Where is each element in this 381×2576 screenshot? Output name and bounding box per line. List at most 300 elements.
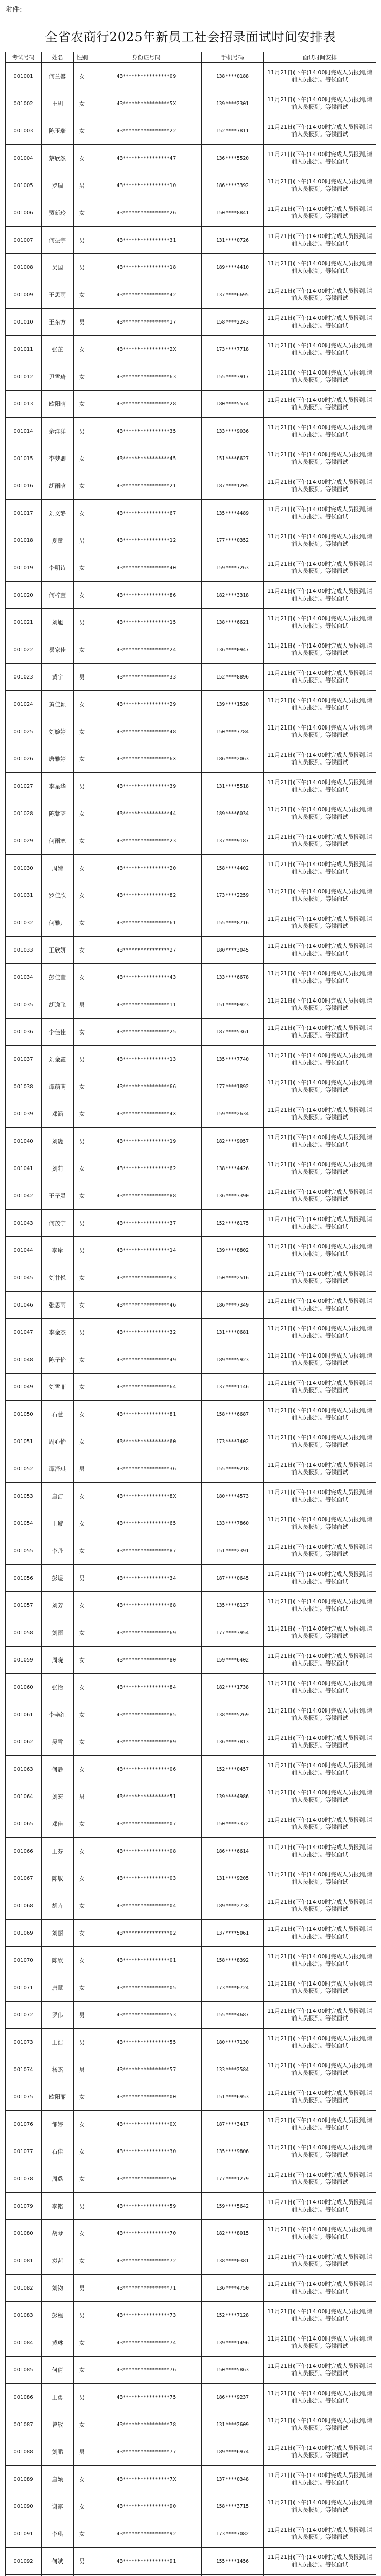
table-row: [6, 1810, 376, 1838]
cell-id-number: 43****************44: [91, 800, 202, 827]
cell-id-number: 43****************72: [91, 2247, 202, 2275]
cell-id-number: 43****************61: [91, 909, 202, 937]
cell-exam-no: 001018: [6, 527, 42, 554]
cell-interview-time: 11月21日(下午)14:00时完成人员报到,请前人员报到。等候面试: [264, 145, 376, 172]
cell-gender: 男: [74, 1237, 91, 1264]
cell-phone: 177****1279: [202, 2165, 264, 2193]
cell-interview-time: 11月21日(下午)14:00时完成人员报到,请前人员报到。等候面试: [264, 90, 376, 117]
cell-phone: 137****0348: [202, 2466, 264, 2493]
cell-phone: 150****8841: [202, 199, 264, 227]
cell-name: 周心怡: [42, 1428, 74, 1455]
cell-id-number: 43****************31: [91, 227, 202, 254]
cell-exam-no: 001046: [6, 1292, 42, 1319]
cell-phone: 139****1496: [202, 2329, 264, 2357]
cell-phone: 155****4687: [202, 2002, 264, 2029]
cell-gender: 女: [74, 472, 91, 500]
cell-id-number: 43****************5X: [91, 90, 202, 117]
cell-interview-time: 11月21日(下午)14:00时完成人员报到,请前人员报到。等候面试: [264, 2302, 376, 2329]
cell-phone: 152****8896: [202, 664, 264, 691]
cell-gender: 男: [74, 664, 91, 691]
cell-phone: 158****2243: [202, 309, 264, 336]
cell-phone: 151****6953: [202, 2083, 264, 2111]
table-row: [6, 1619, 376, 1647]
cell-name: 黄宇: [42, 664, 74, 691]
cell-phone: 182****1738: [202, 1674, 264, 1701]
cell-exam-no: 001048: [6, 1346, 42, 1374]
cell-name: 吴国: [42, 254, 74, 281]
cell-exam-no: 001012: [6, 363, 42, 391]
cell-gender: 男: [74, 227, 91, 254]
table-row: [6, 145, 376, 172]
cell-interview-time: 11月21日(下午)14:00时完成人员报到,请前人员报到。等候面试: [264, 2247, 376, 2275]
cell-exam-no: 001044: [6, 1237, 42, 1264]
cell-gender: 男: [74, 2384, 91, 2411]
cell-phone: 138****0381: [202, 2247, 264, 2275]
cell-id-number: 43****************03: [91, 1865, 202, 1892]
cell-phone: 158****3715: [202, 2493, 264, 2520]
cell-id-number: 43****************24: [91, 636, 202, 664]
cell-gender: 男: [74, 2056, 91, 2083]
table-row: [6, 1892, 376, 1920]
cell-gender: 男: [74, 2193, 91, 2220]
cell-id-number: 43****************59: [91, 2193, 202, 2220]
cell-exam-no: 001027: [6, 773, 42, 800]
cell-gender: 男: [74, 527, 91, 554]
cell-interview-time: 11月21日(下午)14:00时完成人员报到,请前人员报到。等候面试: [264, 1810, 376, 1838]
cell-gender: 女: [74, 1073, 91, 1100]
cell-interview-time: 11月21日(下午)14:00时完成人员报到,请前人员报到。等候面试: [264, 527, 376, 554]
cell-gender: 女: [74, 1674, 91, 1701]
cell-id-number: 43****************80: [91, 1647, 202, 1674]
cell-gender: 女: [74, 500, 91, 527]
cell-interview-time: 11月21日(下午)14:00时完成人员报到,请前人员报到。等候面试: [264, 1947, 376, 1974]
cell-interview-time: 11月21日(下午)14:00时完成人员报到,请前人员报到。等候面试: [264, 227, 376, 254]
cell-interview-time: 11月21日(下午)14:00时完成人员报到,请前人员报到。等候面试: [264, 1264, 376, 1292]
cell-name: 何静: [42, 1756, 74, 1783]
cell-exam-no: 001081: [6, 2247, 42, 2275]
cell-exam-no: 001039: [6, 1100, 42, 1128]
cell-name: 邹婷: [42, 2111, 74, 2138]
cell-name: 邓涵: [42, 1100, 74, 1128]
table-row: [6, 1838, 376, 1865]
cell-id-number: 43****************47: [91, 145, 202, 172]
cell-name: 周婧: [42, 855, 74, 882]
cell-interview-time: 11月21日(下午)14:00时完成人员报到,请前人员报到。等候面试: [264, 1565, 376, 1592]
cell-name: 罗佳欣: [42, 882, 74, 909]
cell-gender: 女: [74, 1920, 91, 1947]
cell-exam-no: 001034: [6, 964, 42, 991]
table-row: [6, 2438, 376, 2466]
table-row: [6, 445, 376, 472]
cell-interview-time: 11月21日(下午)14:00时完成人员报到,请前人员报到。等候面试: [264, 117, 376, 145]
table-row: [6, 582, 376, 609]
cell-gender: 男: [74, 2002, 91, 2029]
cell-id-number: 43****************21: [91, 472, 202, 500]
cell-id-number: 43****************06: [91, 1756, 202, 1783]
cell-exam-no: 001067: [6, 1865, 42, 1892]
cell-id-number: 43****************45: [91, 445, 202, 472]
cell-phone: 137****5061: [202, 1920, 264, 1947]
table-row: [6, 472, 376, 500]
cell-name: 王玥: [42, 90, 74, 117]
cell-id-number: 43****************02: [91, 1920, 202, 1947]
cell-name: 尹雪琦: [42, 363, 74, 391]
cell-exam-no: 001007: [6, 227, 42, 254]
cell-id-number: 43****************7X: [91, 2466, 202, 2493]
cell-name: 陈玉瑞: [42, 117, 74, 145]
cell-gender: 男: [74, 1455, 91, 1483]
table-row: [6, 2329, 376, 2357]
cell-id-number: 43****************64: [91, 1374, 202, 1401]
cell-id-number: 43****************42: [91, 281, 202, 309]
cell-name: 王思雨: [42, 281, 74, 309]
cell-interview-time: 11月21日(下午)14:00时完成人员报到,请前人员报到。等候面试: [264, 2002, 376, 2029]
table-row: [6, 609, 376, 636]
cell-name: 邓佳: [42, 1810, 74, 1838]
cell-phone: 173****3402: [202, 1428, 264, 1455]
cell-id-number: 43****************26: [91, 199, 202, 227]
cell-interview-time: 11月21日(下午)14:00时完成人员报到,请前人员报到。等候面试: [264, 363, 376, 391]
table-row: [6, 2002, 376, 2029]
cell-id-number: 43****************83: [91, 1264, 202, 1292]
cell-interview-time: 11月21日(下午)14:00时完成人员报到,请前人员报到。等候面试: [264, 1428, 376, 1455]
cell-interview-time: 11月21日(下午)14:00时完成人员报到,请前人员报到。等候面试: [264, 2165, 376, 2193]
cell-interview-time: 11月21日(下午)14:00时完成人员报到,请前人员报到。等候面试: [264, 636, 376, 664]
cell-gender: 女: [74, 745, 91, 773]
cell-exam-no: 001031: [6, 882, 42, 909]
cell-id-number: 43****************71: [91, 2275, 202, 2302]
cell-id-number: 43****************57: [91, 2056, 202, 2083]
table-row: [6, 1647, 376, 1674]
table-row: [6, 2302, 376, 2329]
cell-exam-no: 001065: [6, 1810, 42, 1838]
cell-interview-time: 11月21日(下午)14:00时完成人员报到,请前人员报到。等候面试: [264, 1647, 376, 1674]
cell-exam-no: 001091: [6, 2520, 42, 2548]
cell-name: 唐颖: [42, 2466, 74, 2493]
cell-id-number: 43****************73: [91, 2302, 202, 2329]
cell-exam-no: 001056: [6, 1565, 42, 1592]
cell-gender: 女: [74, 1292, 91, 1319]
cell-id-number: 43****************14: [91, 1237, 202, 1264]
cell-name: 张怡: [42, 1674, 74, 1701]
cell-interview-time: 11月21日(下午)14:00时完成人员报到,请前人员报到。等候面试: [264, 991, 376, 1019]
cell-phone: 138****5269: [202, 1701, 264, 1728]
cell-name: 李星华: [42, 773, 74, 800]
cell-name: 彭煜: [42, 1565, 74, 1592]
cell-gender: 男: [74, 991, 91, 1019]
table-row: [6, 1728, 376, 1756]
table-row: [6, 1565, 376, 1592]
cell-name: 刘文静: [42, 500, 74, 527]
cell-phone: 136****5520: [202, 145, 264, 172]
cell-exam-no: 001011: [6, 336, 42, 363]
cell-exam-no: 001092: [6, 2548, 42, 2575]
cell-phone: 186****2063: [202, 745, 264, 773]
table-row: [6, 1865, 376, 1892]
cell-interview-time: 11月21日(下午)14:00时完成人员报到,请前人员报到。等候面试: [264, 2329, 376, 2357]
cell-interview-time: 11月21日(下午)14:00时完成人员报到,请前人员报到。等候面试: [264, 691, 376, 718]
cell-id-number: 43****************08: [91, 1838, 202, 1865]
cell-phone: 150****3372: [202, 1810, 264, 1838]
cell-gender: 女: [74, 855, 91, 882]
cell-gender: 女: [74, 363, 91, 391]
cell-id-number: 43****************29: [91, 691, 202, 718]
cell-exam-no: 001014: [6, 418, 42, 445]
cell-phone: 155****3917: [202, 363, 264, 391]
cell-exam-no: 001073: [6, 2029, 42, 2056]
cell-gender: 男: [74, 1128, 91, 1155]
cell-name: 胡雨晗: [42, 472, 74, 500]
cell-id-number: 43****************89: [91, 1728, 202, 1756]
table-row: [6, 309, 376, 336]
cell-name: 杨杰: [42, 2056, 74, 2083]
cell-exam-no: 001085: [6, 2357, 42, 2384]
cell-interview-time: 11月21日(下午)14:00时完成人员报到,请前人员报到。等候面试: [264, 1892, 376, 1920]
column-header-name: 姓名: [42, 52, 74, 63]
cell-phone: 138****0188: [202, 63, 264, 90]
cell-phone: 155****9218: [202, 1455, 264, 1483]
cell-gender: 女: [74, 882, 91, 909]
cell-exam-no: 001043: [6, 1210, 42, 1237]
table-row: [6, 1319, 376, 1346]
cell-gender: 女: [74, 391, 91, 418]
table-row: [6, 2111, 376, 2138]
cell-gender: 女: [74, 145, 91, 172]
cell-exam-no: 001068: [6, 1892, 42, 1920]
table-row: [6, 964, 376, 991]
cell-gender: 女: [74, 2466, 91, 2493]
cell-interview-time: 11月21日(下午)14:00时完成人员报到,请前人员报到。等候面试: [264, 1401, 376, 1428]
cell-interview-time: 11月21日(下午)14:00时完成人员报到,请前人员报到。等候面试: [264, 1756, 376, 1783]
cell-name: 胡逸飞: [42, 991, 74, 1019]
cell-name: 谢露: [42, 2493, 74, 2520]
table-row: [6, 1019, 376, 1046]
cell-name: 刘巍: [42, 1128, 74, 1155]
cell-interview-time: 11月21日(下午)14:00时完成人员报到,请前人员报到。等候面试: [264, 1838, 376, 1865]
cell-phone: 186****6614: [202, 1838, 264, 1865]
table-row: [6, 2083, 376, 2111]
cell-exam-no: 001028: [6, 800, 42, 827]
table-row: [6, 2220, 376, 2247]
cell-gender: 女: [74, 2357, 91, 2384]
cell-phone: 137****1146: [202, 1374, 264, 1401]
cell-name: 何倩: [42, 2357, 74, 2384]
cell-phone: 150****2516: [202, 1264, 264, 1292]
table-row: [6, 882, 376, 909]
cell-name: 欧阳晴: [42, 391, 74, 418]
cell-id-number: 43****************8X: [91, 1483, 202, 1510]
cell-name: 夏童: [42, 527, 74, 554]
table-row: [6, 1483, 376, 1510]
cell-id-number: 43****************82: [91, 882, 202, 909]
cell-name: 张思雨: [42, 1292, 74, 1319]
cell-interview-time: 11月21日(下午)14:00时完成人员报到,请前人员报到。等候面试: [264, 609, 376, 636]
table-row: [6, 554, 376, 582]
cell-interview-time: 11月21日(下午)14:00时完成人员报到,请前人员报到。等候面试: [264, 1537, 376, 1565]
table-row: [6, 937, 376, 964]
cell-interview-time: 11月21日(下午)14:00时完成人员报到,请前人员报到。等候面试: [264, 1865, 376, 1892]
cell-interview-time: 11月21日(下午)14:00时完成人员报到,请前人员报到。等候面试: [264, 1455, 376, 1483]
column-header-gender: 性别: [74, 52, 91, 63]
cell-id-number: 43****************09: [91, 63, 202, 90]
cell-exam-no: 001037: [6, 1046, 42, 1073]
cell-name: 何雅卉: [42, 909, 74, 937]
cell-phone: 139****4986: [202, 1783, 264, 1810]
cell-name: 李佳佳: [42, 1019, 74, 1046]
cell-phone: 158****4402: [202, 855, 264, 882]
cell-name: 袁茜: [42, 2247, 74, 2275]
cell-gender: 女: [74, 800, 91, 827]
cell-gender: 男: [74, 1046, 91, 1073]
cell-gender: 女: [74, 1155, 91, 1182]
cell-phone: 159****5642: [202, 2193, 264, 2220]
cell-id-number: 43****************60: [91, 1428, 202, 1455]
cell-id-number: 43****************37: [91, 1210, 202, 1237]
cell-interview-time: 11月21日(下午)14:00时完成人员报到,请前人员报到。等候面试: [264, 773, 376, 800]
cell-gender: 女: [74, 1647, 91, 1674]
cell-interview-time: 11月21日(下午)14:00时完成人员报到,请前人员报到。等候面试: [264, 2029, 376, 2056]
cell-gender: 女: [74, 1810, 91, 1838]
cell-gender: 女: [74, 2083, 91, 2111]
cell-interview-time: 11月21日(下午)14:00时完成人员报到,请前人员报到。等候面试: [264, 1292, 376, 1319]
cell-interview-time: 11月21日(下午)14:00时完成人员报到,请前人员报到。等候面试: [264, 1182, 376, 1210]
cell-phone: 189****6034: [202, 800, 264, 827]
cell-name: 刘鹏: [42, 2438, 74, 2466]
cell-interview-time: 11月21日(下午)14:00时完成人员报到,请前人员报到。等候面试: [264, 855, 376, 882]
cell-id-number: 43****************76: [91, 2357, 202, 2384]
cell-gender: 女: [74, 90, 91, 117]
cell-phone: 187****3417: [202, 2111, 264, 2138]
cell-exam-no: 001059: [6, 1647, 42, 1674]
cell-name: 何梓萱: [42, 582, 74, 609]
cell-exam-no: 001010: [6, 309, 42, 336]
cell-id-number: 43****************84: [91, 1674, 202, 1701]
cell-gender: 男: [74, 1783, 91, 1810]
cell-gender: 女: [74, 1892, 91, 1920]
table-row: [6, 1210, 376, 1237]
cell-interview-time: 11月21日(下午)14:00时完成人员报到,请前人员报到。等候面试: [264, 1728, 376, 1756]
cell-name: 黄琳: [42, 2329, 74, 2357]
cell-name: 曾敏: [42, 2411, 74, 2438]
table-row: [6, 1674, 376, 1701]
cell-interview-time: 11月21日(下午)14:00时完成人员报到,请前人员报到。等候面试: [264, 63, 376, 90]
cell-interview-time: 11月21日(下午)14:00时完成人员报到,请前人员报到。等候面试: [264, 2548, 376, 2575]
cell-exam-no: 001035: [6, 991, 42, 1019]
cell-phone: 187****0645: [202, 1565, 264, 1592]
column-header-id-number: 身份证号码: [91, 52, 202, 63]
cell-gender: 女: [74, 1346, 91, 1374]
cell-exam-no: 001015: [6, 445, 42, 472]
cell-gender: 男: [74, 609, 91, 636]
cell-exam-no: 001089: [6, 2466, 42, 2493]
cell-exam-no: 001078: [6, 2165, 42, 2193]
cell-name: 唐雅婷: [42, 745, 74, 773]
cell-id-number: 43****************00: [91, 2083, 202, 2111]
table-row: [6, 1182, 376, 1210]
cell-id-number: 43****************05: [91, 1974, 202, 2002]
cell-exam-no: 001052: [6, 1455, 42, 1483]
cell-phone: 152****7811: [202, 117, 264, 145]
cell-id-number: 43****************28: [91, 391, 202, 418]
cell-gender: 女: [74, 199, 91, 227]
cell-name: 吴雪: [42, 1728, 74, 1756]
table-row: [6, 199, 376, 227]
cell-exam-no: 001061: [6, 1701, 42, 1728]
cell-id-number: 43****************51: [91, 1783, 202, 1810]
cell-exam-no: 001030: [6, 855, 42, 882]
cell-phone: 182****9057: [202, 1128, 264, 1155]
cell-phone: 135****9806: [202, 2138, 264, 2165]
table-row: [6, 2411, 376, 2438]
cell-phone: 189****6974: [202, 2438, 264, 2466]
cell-name: 何雨寒: [42, 827, 74, 855]
cell-exam-no: 001069: [6, 1920, 42, 1947]
cell-interview-time: 11月21日(下午)14:00时完成人员报到,请前人员报到。等候面试: [264, 1100, 376, 1128]
cell-id-number: 43****************13: [91, 1046, 202, 1073]
cell-phone: 138****6621: [202, 609, 264, 636]
cell-exam-no: 001019: [6, 554, 42, 582]
cell-gender: 女: [74, 2247, 91, 2275]
cell-phone: 136****7813: [202, 1728, 264, 1756]
cell-id-number: 43****************91: [91, 2548, 202, 2575]
cell-phone: 133****2584: [202, 2056, 264, 2083]
table-row: [6, 2493, 376, 2520]
cell-interview-time: 11月21日(下午)14:00时完成人员报到,请前人员报到。等候面试: [264, 1155, 376, 1182]
column-header-phone: 手机号码: [202, 52, 264, 63]
cell-phone: 131****5518: [202, 773, 264, 800]
cell-gender: 女: [74, 1537, 91, 1565]
cell-name: 贾新玲: [42, 199, 74, 227]
cell-gender: 女: [74, 1264, 91, 1292]
cell-interview-time: 11月21日(下午)14:00时完成人员报到,请前人员报到。等候面试: [264, 172, 376, 199]
cell-phone: 152****7128: [202, 2302, 264, 2329]
cell-id-number: 43****************30: [91, 2138, 202, 2165]
cell-name: 刘旭: [42, 609, 74, 636]
cell-name: 何振宇: [42, 227, 74, 254]
cell-interview-time: 11月21日(下午)14:00时完成人员报到,请前人员报到。等候面试: [264, 1920, 376, 1947]
cell-phone: 187****1205: [202, 472, 264, 500]
cell-exam-no: 001074: [6, 2056, 42, 2083]
table-row: [6, 2466, 376, 2493]
cell-name: 蔡欣然: [42, 145, 74, 172]
table-row: [6, 2275, 376, 2302]
table-row: [6, 1428, 376, 1455]
cell-name: 陈子怡: [42, 1346, 74, 1374]
cell-interview-time: 11月21日(下午)14:00时完成人员报到,请前人员报到。等候面试: [264, 1128, 376, 1155]
cell-exam-no: 001020: [6, 582, 42, 609]
cell-phone: 135****8127: [202, 1592, 264, 1619]
cell-interview-time: 11月21日(下午)14:00时完成人员报到,请前人员报到。等候面试: [264, 664, 376, 691]
cell-id-number: 43****************40: [91, 554, 202, 582]
cell-gender: 男: [74, 773, 91, 800]
cell-name: 胡卉: [42, 1892, 74, 1920]
cell-phone: 182****3318: [202, 582, 264, 609]
cell-phone: 177****1892: [202, 1073, 264, 1100]
table-row: [6, 718, 376, 745]
cell-name: 何兰馨: [42, 63, 74, 90]
cell-name: 彭佳莹: [42, 964, 74, 991]
cell-exam-no: 001084: [6, 2329, 42, 2357]
table-row: [6, 1974, 376, 2002]
cell-name: 刘钧: [42, 2275, 74, 2302]
cell-interview-time: 11月21日(下午)14:00时完成人员报到,请前人员报到。等候面试: [264, 2357, 376, 2384]
cell-phone: 137****9187: [202, 827, 264, 855]
cell-name: 刘丽: [42, 1920, 74, 1947]
cell-phone: 131****0681: [202, 1319, 264, 1346]
cell-gender: 女: [74, 1756, 91, 1783]
table-row: [6, 1756, 376, 1783]
cell-phone: 137****6695: [202, 281, 264, 309]
